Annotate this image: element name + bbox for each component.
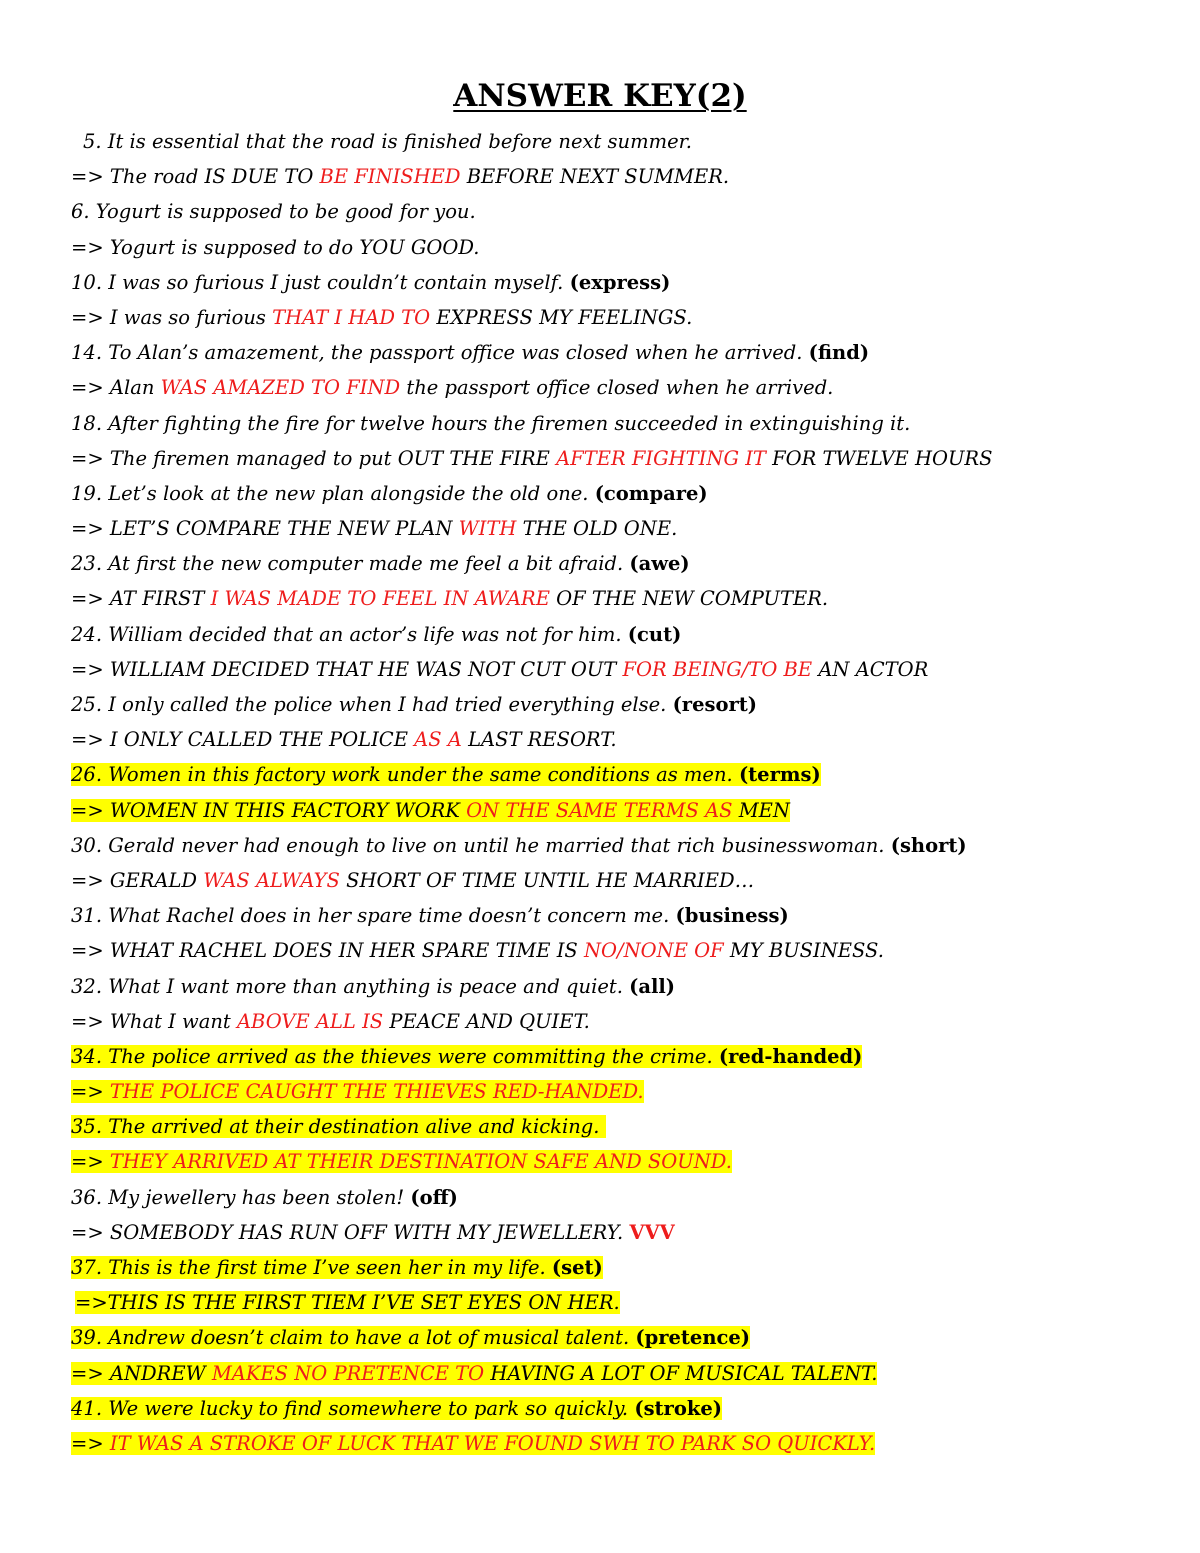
keyword-hint: (red-handed) [718, 1044, 863, 1068]
answer-line [71, 194, 1181, 229]
prompt-text: 23. At first the new computer made me feel a bit afraid. [71, 552, 630, 576]
prompt-text: 41. We were lucky to find somewhere to park so quickly. [71, 1396, 635, 1420]
line-text [71, 376, 833, 399]
line-text [71, 939, 884, 962]
answer-text: THE POLICE CAUGHT THE THIEVES RED-HANDED. [109, 1080, 644, 1104]
prompt-text: FOR TWELVE HOURS [765, 446, 993, 470]
prompt-text: => LET’S COMPARE THE NEW PLAN [71, 517, 459, 541]
answer-line [71, 828, 1181, 863]
highlighted-text [71, 1432, 875, 1455]
prompt-text: => What I want [71, 1009, 237, 1033]
prompt-text: => WHAT RACHEL DOES IN HER SPARE TIME IS [71, 939, 584, 963]
answer-line [71, 617, 1181, 652]
prompt-text: => [71, 1080, 110, 1104]
answer-line [71, 969, 1181, 1004]
line-text [71, 587, 828, 610]
highlighted-text [71, 1115, 606, 1138]
prompt-text: => WILLIAM DECIDED THAT HE WAS NOT CUT OUT [71, 657, 623, 681]
prompt-text: => The road IS DUE TO [71, 165, 320, 189]
answer-line [71, 300, 1181, 335]
prompt-text: => I was so furious [71, 305, 273, 329]
line-text [71, 904, 789, 927]
highlighted-text [71, 763, 821, 786]
line-text [71, 834, 967, 857]
line-text [71, 693, 757, 716]
prompt-text: => I ONLY CALLED THE POLICE [71, 728, 415, 752]
line-text [71, 341, 869, 364]
answer-text: I WAS MADE TO FEEL IN AWARE [210, 587, 550, 611]
line-text [71, 728, 617, 751]
keyword-hint: (terms) [738, 763, 821, 787]
line-text [71, 306, 692, 329]
prompt-text: => GERALD [71, 868, 204, 892]
prompt-text: EXPRESS MY FEELINGS. [430, 305, 693, 329]
prompt-text: => [71, 1150, 110, 1174]
prompt-text: OF THE NEW COMPUTER. [549, 587, 829, 611]
keyword-hint: (express) [569, 270, 671, 294]
answer-line [71, 863, 1181, 898]
keyword-hint: (all) [629, 974, 675, 998]
prompt-text: 34. The police arrived as the thieves were committing the crime. [71, 1044, 719, 1068]
keyword-hint: (business) [675, 904, 789, 928]
answer-line [71, 933, 1181, 968]
prompt-text: 35. The arrived at their destination alive and kicking. [71, 1115, 606, 1139]
answer-text: WITH [458, 517, 517, 541]
prompt-text: BEFORE NEXT SUMMER. [460, 165, 730, 189]
answer-line [71, 757, 1181, 792]
keyword-hint: (resort) [672, 693, 757, 716]
prompt-text: THE OLD ONE. [516, 517, 678, 541]
answer-line [71, 1180, 1181, 1215]
highlighted-text [71, 1362, 877, 1385]
answer-line [71, 1074, 1181, 1109]
answer-line [71, 1320, 1181, 1355]
keyword-hint: (stroke) [634, 1396, 722, 1420]
prompt-text: =>THIS IS THE FIRST TIEM I’VE SET EYES ON HER. [75, 1291, 620, 1315]
prompt-text: => AT FIRST [71, 587, 211, 611]
answer-text: THEY ARRIVED AT THEIR DESTINATION SAFE AND SOUND. [109, 1150, 732, 1174]
prompt-text: => SOMEBODY HAS RUN OFF WITH MY JEWELLERY. [71, 1220, 630, 1244]
prompt-text: 26. Women in this factory work under the same conditions as men. [71, 763, 739, 787]
line-text [71, 1186, 458, 1209]
keyword-hint: (off) [410, 1185, 458, 1209]
answer-line [71, 1285, 1181, 1320]
prompt-text: PEACE AND QUIET. [383, 1009, 590, 1033]
prompt-text: 14. To Alan’s amazement, the passport office was closed when he arrived. [71, 341, 809, 365]
answer-text: WAS ALWAYS [203, 868, 340, 892]
answer-list [71, 124, 1181, 1461]
answer-text: AFTER FIGHTING IT [556, 446, 766, 470]
line-text [71, 869, 754, 892]
answer-line [71, 441, 1181, 476]
prompt-text: => WOMEN IN THIS FACTORY WORK [71, 798, 467, 822]
highlighted-text [75, 1291, 620, 1314]
prompt-text: 25. I only called the police when I had tried everything else. [71, 693, 673, 716]
line-text [71, 165, 729, 188]
prompt-text: => [71, 1431, 110, 1455]
line-text [71, 623, 681, 646]
line-text [71, 1221, 675, 1244]
prompt-text: 24. William decided that an actor’s life was not for him. [71, 622, 628, 646]
answer-line [71, 898, 1181, 933]
line-text [71, 552, 690, 575]
answer-line [71, 370, 1181, 405]
prompt-text: SHORT OF TIME UNTIL HE MARRIED… [339, 868, 755, 892]
answer-text: FOR BEING/TO BE [622, 657, 813, 681]
answer-line [71, 1144, 1181, 1179]
highlighted-text [71, 1397, 722, 1420]
highlighted-text [71, 1080, 644, 1103]
answer-text: ON THE SAME TERMS AS [466, 798, 733, 822]
answer-line [71, 652, 1181, 687]
line-text [71, 271, 670, 294]
answer-line [71, 159, 1181, 194]
line-text [71, 975, 675, 998]
answer-line [71, 265, 1181, 300]
line-text [71, 1010, 590, 1033]
highlighted-text [71, 1326, 750, 1349]
prompt-text: LAST RESORT. [461, 728, 617, 752]
answer-text: WAS AMAZED TO FIND [160, 376, 401, 400]
line-text [71, 447, 992, 470]
answer-line [71, 406, 1181, 441]
keyword-hint: (compare) [594, 481, 708, 505]
answer-line [71, 546, 1181, 581]
highlighted-text [71, 1045, 862, 1068]
answer-text: BE FINISHED [319, 165, 461, 189]
prompt-text: 6. Yogurt is supposed to be good for you. [71, 200, 476, 224]
answer-line [71, 1215, 1181, 1250]
line-text [71, 658, 928, 681]
highlighted-text [71, 799, 790, 822]
line-text [71, 236, 480, 259]
answer-line [71, 511, 1181, 546]
highlighted-text [71, 1150, 732, 1173]
keyword-hint: (set) [551, 1256, 603, 1279]
highlighted-text [71, 1256, 603, 1279]
prompt-text: 19. Let’s look at the new plan alongside the old one. [71, 481, 595, 505]
answer-line [71, 687, 1181, 722]
line-text [71, 482, 708, 505]
prompt-text: 31. What Rachel does in her spare time doesn’t concern me. [71, 904, 676, 928]
prompt-text: the passport office closed when he arrived. [400, 376, 834, 400]
prompt-text: 5. It is essential that the road is finished before next summer. [83, 130, 692, 153]
prompt-text: MY BUSINESS. [723, 939, 884, 963]
answer-line [71, 124, 1181, 159]
prompt-text: AN ACTOR [812, 657, 929, 681]
answer-text: IT WAS A STROKE OF LUCK THAT WE FOUND SWH TO PARK SO QUICKLY. [109, 1431, 876, 1455]
prompt-text: 32. What I want more than anything is peace and quiet. [71, 974, 630, 998]
answer-text: MAKES NO PRETENCE TO [211, 1361, 485, 1385]
line-text [71, 412, 910, 435]
prompt-text: HAVING A LOT OF MUSICAL TALENT. [484, 1361, 878, 1385]
prompt-text: 30. Gerald never had enough to live on until he married that rich businesswoman. [71, 833, 891, 857]
keyword-hint: (awe) [629, 552, 690, 576]
answer-line [71, 230, 1181, 265]
prompt-text: => ANDREW [71, 1361, 212, 1385]
keyword-hint: (find) [808, 341, 870, 365]
prompt-text: 10. I was so furious I just couldn’t contain myself. [71, 270, 570, 294]
line-text [83, 130, 692, 153]
answer-line [71, 335, 1181, 370]
prompt-text: MEN [732, 798, 790, 822]
line-text [71, 517, 677, 540]
answer-line [71, 722, 1181, 757]
prompt-text: => Alan [71, 376, 161, 400]
mark-text: VVV [629, 1220, 675, 1244]
answer-line [71, 793, 1181, 828]
answer-text: NO/NONE OF [583, 939, 724, 963]
answer-text: ABOVE ALL IS [236, 1009, 384, 1033]
keyword-hint: (short) [890, 833, 967, 857]
answer-line [71, 476, 1181, 511]
page-title: ANSWER KEY(2) [453, 78, 747, 114]
answer-line [71, 581, 1181, 616]
prompt-text: 37. This is the first time I’ve seen her in my life. [71, 1256, 552, 1279]
answer-text: AS A [414, 728, 462, 752]
prompt-text: 39. Andrew doesn’t claim to have a lot of musical talent. [71, 1326, 636, 1350]
prompt-text: 18. After fighting the fire for twelve hours the firemen succeeded in extinguishing it. [71, 411, 911, 435]
answer-line [71, 1391, 1181, 1426]
keyword-hint: (cut) [627, 622, 682, 646]
keyword-hint: (pretence) [635, 1326, 751, 1350]
prompt-text: => The firemen managed to put OUT THE FIRE [71, 446, 557, 470]
answer-line [71, 1004, 1181, 1039]
answer-line [71, 1356, 1181, 1391]
prompt-text: 36. My jewellery has been stolen! [71, 1185, 411, 1209]
line-text [71, 200, 476, 223]
answer-line [71, 1109, 1181, 1144]
answer-line [71, 1426, 1181, 1461]
answer-line [71, 1250, 1181, 1285]
answer-line [71, 1039, 1181, 1074]
answer-text: THAT I HAD TO [272, 305, 431, 329]
prompt-text: => Yogurt is supposed to do YOU GOOD. [71, 235, 480, 259]
